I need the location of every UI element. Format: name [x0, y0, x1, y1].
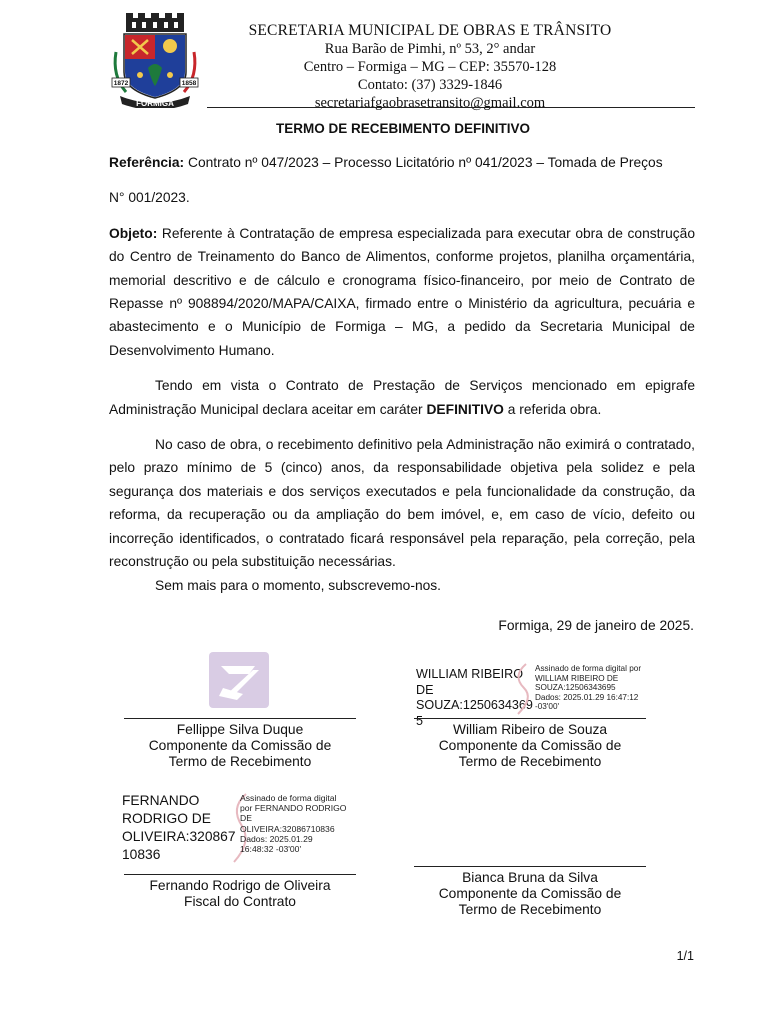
crest-year-right: 1858: [181, 80, 197, 87]
signer-role-cont: Termo de Recebimento: [458, 754, 602, 769]
signature-line: [414, 866, 646, 867]
stamp-note-line: Dados: 2025.01.29: [240, 833, 313, 844]
signer-role: Componente da Comissão de: [438, 886, 622, 901]
stamp-note-line: Assinado de forma digital por: [535, 664, 642, 673]
reference-continuation: N° 001/2023.: [109, 190, 190, 206]
signer-name: Fernando Rodrigo de Oliveira: [149, 878, 331, 893]
signature-scribble-icon: [508, 662, 538, 718]
stamp-name-line: 10836: [122, 847, 161, 862]
stamp-note-line: DE: [240, 813, 252, 824]
signature-line: [124, 874, 356, 875]
stamp-name-line: FERNANDO: [122, 793, 200, 808]
municipal-crest-logo: [110, 12, 200, 108]
crest-year-left: 1872: [113, 80, 129, 87]
signature-block-bianca: [414, 866, 646, 918]
org-city: Centro – Formiga – MG – CEP: 35570-128: [303, 59, 557, 75]
reference-label: Referência:: [109, 155, 185, 170]
reference-text: Contrato nº 047/2023 – Processo Licitatório nº 041/2023 – Tomada de Preços: [184, 155, 663, 170]
document-title: TERMO DE RECEBIMENTO DEFINITIVO: [275, 121, 530, 136]
signer-role: Fiscal do Contrato: [184, 894, 296, 909]
signature-block-william: [414, 718, 646, 770]
signature-service-logo-icon: [209, 652, 269, 708]
signer-role: Componente da Comissão de: [438, 738, 622, 753]
signer-name: Bianca Bruna da Silva: [462, 870, 598, 885]
acceptance-keyword: DEFINITIVO: [426, 401, 504, 417]
place-date: Formiga, 29 de janeiro de 2025.: [498, 618, 694, 633]
org-address: Rua Barão de Pimhi, nº 53, 2° andar: [324, 41, 536, 57]
signer-name: Fellippe Silva Duque: [176, 722, 304, 737]
crest-banner-text: FORMIGA: [136, 99, 174, 108]
reference-line: [109, 151, 695, 174]
acceptance-paragraph: [109, 374, 695, 421]
digital-signature-note-william: [535, 664, 653, 712]
letterhead-text: [220, 22, 640, 112]
header-divider: [207, 107, 695, 108]
org-name: SECRETARIA MUNICIPAL DE OBRAS E TRÂNSITO: [248, 22, 612, 39]
stamp-name-line: OLIVEIRA:320867: [122, 829, 236, 844]
stamp-name-line: RODRIGO DE: [122, 811, 211, 826]
signature-line: [414, 718, 646, 719]
org-email[interactable]: secretariafgaobrasetransito@gmail.com: [314, 95, 546, 111]
stamp-note-line: WILLIAM RIBEIRO DE: [535, 673, 619, 683]
document-body: [109, 151, 695, 597]
closing-line: Sem mais para o momento, subscrevemo-nos.: [155, 577, 442, 593]
signer-role-cont: Termo de Recebimento: [458, 902, 602, 917]
object-label: Objeto:: [109, 225, 158, 241]
signature-block-fernando: [124, 874, 356, 910]
stamp-note-line: Dados: 2025.01.29 16:47:12: [535, 692, 639, 702]
stamp-note-line: Assinado de forma digital: [240, 793, 337, 803]
object-text: Referente à Contratação de empresa especializada para executar obra de construção do Centro de Treinamento do Banco de Alimentos, conforme projetos, planilha orçamentária, memorial descritivo e de cálculo e cronograma físico-financeiro, por meio de Contrato de Repasse nº 908894/2020/MAPA/CAIXA, firmado entre o Ministério da agricultura, pecuária e abastecimento e o Município de Formiga – MG, a pedido da Secretaria Municipal de Desenvolvimento Humano.: [109, 225, 695, 358]
signature-line: [124, 718, 356, 719]
stamp-note-line: 16:48:32 -03'00': [240, 844, 302, 855]
signer-role: Componente da Comissão de: [148, 738, 332, 753]
stamp-name-line: WILLIAM RIBEIRO DE: [416, 667, 524, 697]
liability-paragraph: No caso de obra, o recebimento definitivo pela Administração não eximirá o contratado, pelo prazo mínimo de 5 (cinco) anos, da responsabilidade objetiva pela solidez e pela segurança dos materiais e dos serviços executados e pela funcionalidade da construção, da reforma, da recuperação ou da ampliação do bem imóvel, e, em caso de vício, defeito ou incorreção identificados, o contratado ficará responsável pela reparação, pela correção, pela reconstrução ou pela substituição necessárias.: [109, 437, 695, 570]
letterhead: [0, 0, 768, 112]
signer-name: William Ribeiro de Souza: [452, 722, 608, 737]
object-paragraph: [109, 222, 695, 362]
acceptance-text-before: Tendo em vista o Contrato de Prestação de Serviços mencionado em epigrafe Administração Municipal declara aceitar em caráter: [109, 378, 695, 417]
page-number: 1/1: [676, 949, 694, 963]
signature-block-fellippe: [124, 718, 356, 770]
org-contact: Contato: (37) 3329-1846: [357, 77, 503, 93]
digital-signature-note-fernando: [240, 793, 364, 854]
stamp-note-line: OLIVEIRA:32086710836: [240, 823, 335, 834]
stamp-note-line: -03'00': [535, 702, 560, 712]
acceptance-text-after: a referida obra.: [503, 401, 602, 417]
stamp-name-line: 5: [416, 713, 424, 728]
signer-role-cont: Termo de Recebimento: [168, 754, 312, 769]
stamp-name-line: SOUZA:1250634369: [416, 698, 533, 712]
stamp-note-line: por FERNANDO RODRIGO: [240, 803, 347, 814]
stamp-note-line: SOUZA:12506343695: [535, 683, 616, 693]
